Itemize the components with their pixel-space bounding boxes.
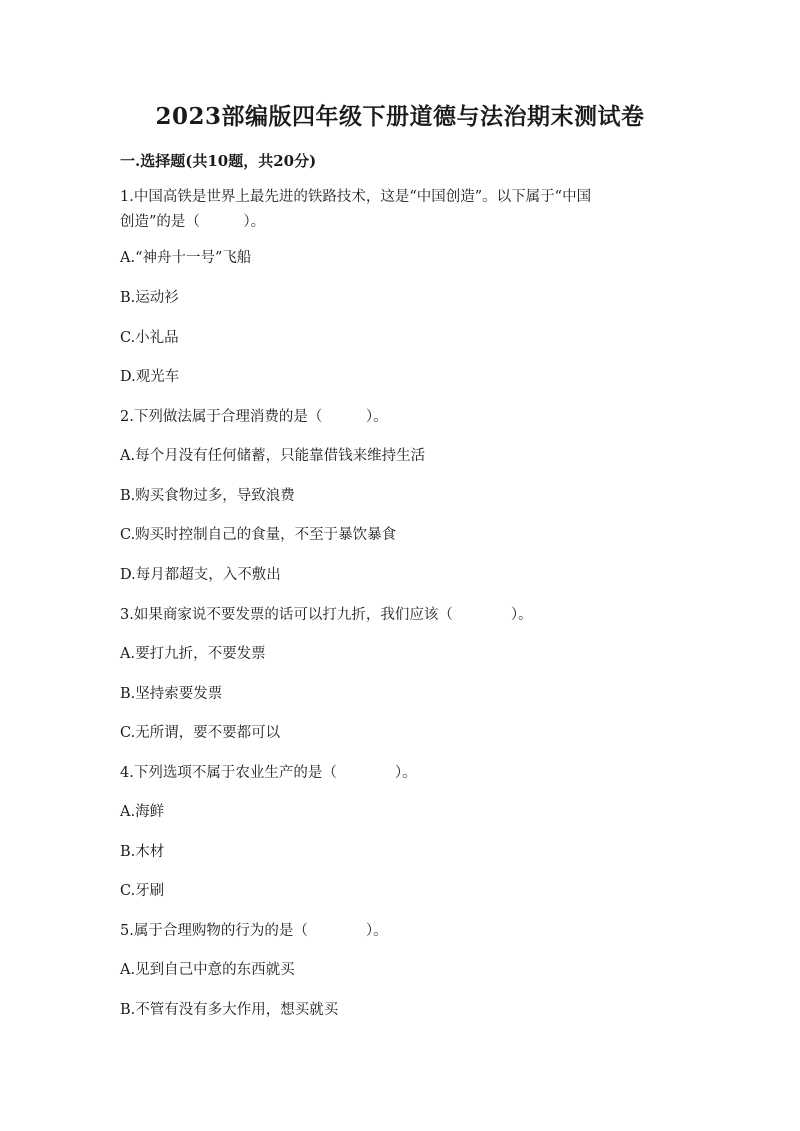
question-stem: 3.如果商家说不要发票的话可以打九折，我们应该（ ）。 bbox=[120, 607, 533, 623]
section-heading: 一.选择题(共10题，共20分) bbox=[120, 152, 317, 170]
question-stem: 2.下列做法属于合理消费的是（ ）。 bbox=[120, 409, 388, 425]
option-a: A.要打九折，不要发票 bbox=[120, 646, 266, 662]
option-b: B.坚持索要发票 bbox=[120, 686, 223, 702]
option-c: C.无所谓，要不要都可以 bbox=[120, 725, 281, 741]
option-a: A.“神舟十一号”飞船 bbox=[120, 250, 252, 266]
option-d: D.每月都超支，入不敷出 bbox=[120, 567, 281, 583]
question-stem: 1.中国高铁是世界上最先进的铁路技术，这是“中国创造”。以下属于“中国 bbox=[120, 189, 592, 205]
option-b: B.运动衫 bbox=[120, 290, 179, 306]
option-c: C.购买时控制自己的食量，不至于暴饮暴食 bbox=[120, 527, 397, 543]
option-c: C.牙刷 bbox=[120, 883, 165, 899]
option-b: B.不管有没有多大作用，想买就买 bbox=[120, 1002, 339, 1018]
page-title: 2023部编版四年级下册道德与法治期末测试卷 bbox=[155, 103, 645, 130]
option-c: C.小礼品 bbox=[120, 330, 179, 346]
option-a: A.见到自己中意的东西就买 bbox=[120, 962, 295, 978]
question-stem: 5.属于合理购物的行为的是（ ）。 bbox=[120, 923, 388, 939]
option-b: B.购买食物过多，导致浪费 bbox=[120, 488, 295, 504]
question-stem: 创造”的是（ ）。 bbox=[120, 214, 266, 230]
option-b: B.木材 bbox=[120, 844, 165, 860]
option-d: D.观光车 bbox=[120, 369, 180, 385]
option-a: A.每个月没有任何储蓄，只能靠借钱来维持生活 bbox=[120, 448, 426, 464]
question-stem: 4.下列选项不属于农业生产的是（ ）。 bbox=[120, 765, 417, 781]
option-a: A.海鲜 bbox=[120, 804, 165, 820]
